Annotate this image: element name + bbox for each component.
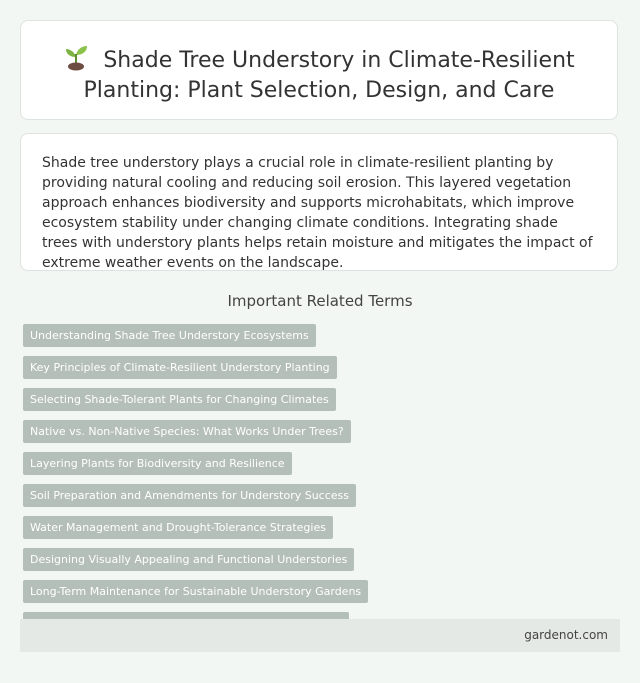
sprout-icon: [63, 43, 89, 71]
term-tag[interactable]: Selecting Shade-Tolerant Plants for Changing Climates: [23, 388, 336, 411]
term-tag[interactable]: Native vs. Non-Native Species: What Works Under Trees?: [23, 420, 351, 443]
term-tag[interactable]: Long-Term Maintenance for Sustainable Understory Gardens: [23, 580, 368, 603]
related-terms-list: [23, 324, 623, 635]
page-title-text: Shade Tree Understory in Climate-Resilient Planting: Plant Selection, Design, and Care: [83, 48, 575, 103]
intro-card: [20, 133, 618, 271]
term-tag[interactable]: Water Management and Drought-Tolerance Strategies: [23, 516, 333, 539]
footer-site-link[interactable]: gardenot.com: [524, 628, 608, 642]
intro-paragraph: Shade tree understory plays a crucial role in climate-resilient planting by providing natural cooling and reducing soil erosion. This layered vegetation approach enhances biodiversity and supports microhabitats, which improve ecosystem stability under changing climate conditions. Integrating shade trees with understory plants helps retain moisture and mitigates the impact of extreme weather events on the landscape.: [42, 155, 593, 271]
term-tag[interactable]: Understanding Shade Tree Understory Ecosystems: [23, 324, 316, 347]
term-tag[interactable]: Designing Visually Appealing and Functional Understories: [23, 548, 354, 571]
term-tag[interactable]: Key Principles of Climate-Resilient Understory Planting: [23, 356, 337, 379]
title-card: [20, 20, 618, 120]
footer: [20, 619, 620, 652]
term-tag[interactable]: Layering Plants for Biodiversity and Resilience: [23, 452, 292, 475]
related-terms-heading: Important Related Terms: [227, 292, 413, 310]
term-tag[interactable]: Soil Preparation and Amendments for Understory Success: [23, 484, 356, 507]
page-title: [21, 21, 617, 106]
